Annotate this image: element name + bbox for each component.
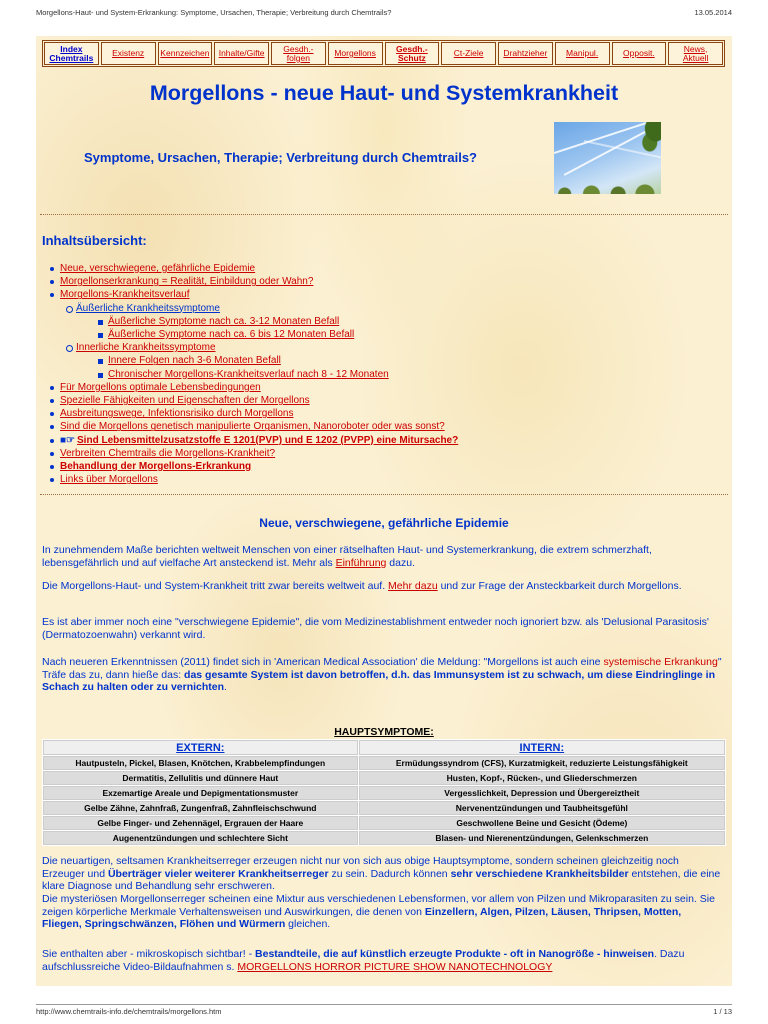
symptoms-table bbox=[42, 739, 726, 846]
paragraph-text: In zunehmendem Maße berichten weltweit Menschen von einer rätselhaften Haut- und Systemerkrankung, die extrem schmerzhaft, lebensgefährlich und auf vielfache Art ansteckend ist. Mehr als bbox=[42, 544, 652, 569]
chemtrail-sky-image bbox=[554, 122, 661, 194]
nav-link-3[interactable]: Inhalte/Gifte bbox=[214, 42, 269, 65]
symptom-intern-cell: Ermüdungssyndrom (CFS), Kurzatmigkeit, reduzierte Leistungsfähigkeit bbox=[359, 756, 725, 770]
toc-link[interactable]: Innere Folgen nach 3-6 Monaten Befall bbox=[108, 355, 281, 367]
toc-link[interactable]: Spezielle Fähigkeiten und Eigenschaften der Morgellons bbox=[60, 395, 310, 407]
table-of-contents bbox=[60, 262, 458, 486]
nav-link-10[interactable]: Opposit. bbox=[612, 42, 667, 65]
print-header bbox=[36, 8, 732, 17]
divider bbox=[40, 494, 728, 495]
paragraph-text: entstehen, die eine klare Diagnose und Behandlung sehr erschweren. bbox=[42, 867, 721, 893]
symptom-extern-cell: Dermatitis, Zellulitis und dünnere Haut bbox=[43, 771, 358, 785]
toc-item bbox=[108, 315, 458, 328]
divider bbox=[40, 214, 728, 215]
toc-item bbox=[60, 394, 458, 407]
nav-link-0[interactable]: Index Chemtrails bbox=[44, 42, 99, 65]
table-row bbox=[43, 756, 725, 770]
nav-link-1[interactable]: Existenz bbox=[101, 42, 156, 65]
toc-item bbox=[60, 262, 458, 275]
paragraph-text: gleichen. bbox=[285, 918, 331, 931]
pointing-hand-icon: ■☞ bbox=[60, 434, 76, 446]
table-row bbox=[43, 771, 725, 785]
toc-link[interactable]: Morgellons-Krankheitsverlauf bbox=[60, 289, 190, 301]
paragraph-text: Die mysteriösen Morgellonserreger scheinen eine Mixtur aus verschiedenen Lebensformen, vor allem von Pilzen und Mikroparasiten zu sein. Sie zeigen körperliche Merkmale Verhaltensweisen und Auswirkungen, die denen von bbox=[42, 893, 715, 918]
table-row bbox=[43, 801, 725, 815]
paragraph-intro bbox=[42, 544, 722, 569]
symptom-intern-cell: Blasen- und Nierenentzündungen, Gelenkschmerzen bbox=[359, 831, 725, 845]
nav-link-5[interactable]: Morgellons bbox=[328, 42, 383, 65]
paragraph-nano bbox=[42, 948, 722, 973]
toc-item bbox=[60, 420, 458, 433]
link-horror-picture-show[interactable]: MORGELLONS HORROR PICTURE SHOW NANOTECHNOLOGY bbox=[237, 960, 553, 973]
highlight-immunsystem: das gesamte System ist davon betroffen, d.h. das Immunsystem ist zu schwach, um diese Eindringlinge in Schach zu halten oder zu vernichten bbox=[42, 668, 715, 694]
table-row bbox=[43, 816, 725, 830]
paragraph-silent-epidemic: Es ist aber immer noch eine "verschwiegene Epidemie", die vom Medizinestablishment entweder noch ignoriert bzw. als 'Delusional Parasitosis' (Dermatozoenwahn) verkannt wird. bbox=[42, 616, 709, 641]
nav-link-8[interactable]: Drahtzieher bbox=[498, 42, 553, 65]
paragraph-text: Sie enthalten aber - mikroskopisch sichtbar! - bbox=[42, 948, 256, 960]
paragraph-text: und zur Frage der Ansteckbarkeit durch Morgellons. bbox=[437, 580, 682, 592]
nav-link-4[interactable]: Gesdh.- folgen bbox=[271, 42, 326, 65]
column-header-intern[interactable]: INTERN: bbox=[359, 740, 725, 755]
paragraph-pathogens bbox=[42, 855, 722, 893]
paragraph-text: Nach neueren Erkenntnissen (2011) findet sich in 'American Medical Association' die Meldung: "Morgellons ist auch eine bbox=[42, 656, 604, 668]
paragraph-text: . bbox=[224, 681, 227, 694]
print-footer bbox=[36, 1004, 732, 1016]
print-header-title: Morgellons-Haut- und System-Erkrankung: Symptome, Ursachen, Therapie; Verbreitung durch Chemtrails? bbox=[36, 8, 392, 17]
paragraph-systemic bbox=[42, 656, 722, 694]
toc-item bbox=[60, 447, 458, 460]
toc-link[interactable]: Sind die Morgellons genetisch manipulierte Organismen, Nanoroboter oder was sonst? bbox=[60, 421, 445, 433]
toc-link[interactable]: Für Morgellons optimale Lebensbedingungen bbox=[60, 381, 261, 393]
symptom-extern-cell: Exzemartige Areale und Depigmentationsmuster bbox=[43, 786, 358, 800]
symptom-intern-cell: Geschwollene Beine und Gesicht (Ödeme) bbox=[359, 816, 725, 830]
paragraph-text: . Dazu aufschlussreiche Video-Bildaufnahmen s. bbox=[42, 948, 685, 973]
symptom-intern-cell: Nervenentzündungen und Taubheitsgefühl bbox=[359, 801, 725, 815]
toc-link[interactable]: Sind Lebensmittelzusatzstoffe E 1201(PVP) und E 1202 (PVPP) eine Mitursache? bbox=[77, 434, 459, 446]
symptom-intern-cell: Husten, Kopf-, Rücken-, und Gliederschmerzen bbox=[359, 771, 725, 785]
paragraph-text: zu sein. Dadurch können bbox=[328, 867, 451, 880]
link-mehr-dazu[interactable]: Mehr dazu bbox=[388, 580, 438, 592]
top-navigation bbox=[42, 40, 725, 67]
toc-link[interactable]: Verbreiten Chemtrails die Morgellons-Krankheit? bbox=[60, 447, 276, 459]
toc-item bbox=[60, 473, 458, 486]
symptom-extern-cell: Augenentzündungen und schlechtere Sicht bbox=[43, 831, 358, 845]
print-footer-page: 1 / 13 bbox=[713, 1007, 732, 1016]
nav-link-7[interactable]: Ct-Ziele bbox=[441, 42, 496, 65]
nav-link-6[interactable]: Gesdh.- Schutz bbox=[385, 42, 440, 65]
table-row bbox=[43, 786, 725, 800]
toc-item bbox=[60, 275, 458, 288]
page-content bbox=[36, 36, 732, 986]
table-row bbox=[43, 831, 725, 845]
toc-link[interactable]: Morgellonserkrankung = Realität, Einbildung oder Wahn? bbox=[60, 276, 314, 288]
nav-link-9[interactable]: Manipul. bbox=[555, 42, 610, 65]
page-subtitle: Symptome, Ursachen, Therapie; Verbreitung durch Chemtrails? bbox=[84, 150, 477, 165]
link-einfuehrung[interactable]: Einführung bbox=[335, 556, 387, 569]
highlight-systemisch: systemische Erkrankung bbox=[603, 656, 718, 668]
highlight-lifeforms: Einzellern, Algen, Pilzen, Läusen, Thripsen, Motten, Fliegen, Springschwänzen, Flöhen und Würmern bbox=[42, 905, 682, 931]
print-footer-url: http://www.chemtrails-info.de/chemtrails/morgellons.htm bbox=[36, 1007, 222, 1016]
toc-link[interactable]: Ausbreitungswege, Infektionsrisiko durch Morgellons bbox=[60, 408, 294, 420]
symptom-extern-cell: Hautpusteln, Pickel, Blasen, Knötchen, Krabbelempfindungen bbox=[43, 756, 358, 770]
highlight-nano: Bestandteile, die auf künstlich erzeugte Produkte - oft in Nanogröße - hinweisen bbox=[255, 948, 655, 960]
nav-link-11[interactable]: News, Aktuell bbox=[668, 42, 723, 65]
symptom-intern-cell: Vergesslichkeit, Depression und Übergereiztheit bbox=[359, 786, 725, 800]
toc-item bbox=[76, 302, 458, 315]
paragraph-mixture bbox=[42, 893, 722, 931]
toc-link[interactable]: Behandlung der Morgellons-Erkrankung bbox=[60, 461, 252, 473]
toc-item bbox=[76, 341, 458, 354]
toc-heading: Inhaltsübersicht: bbox=[42, 233, 147, 248]
toc-item bbox=[60, 407, 458, 420]
toc-item bbox=[108, 354, 458, 367]
nav-link-2[interactable]: Kennzeichen bbox=[158, 42, 213, 65]
toc-item bbox=[108, 368, 458, 381]
toc-link[interactable]: Innerliche Krankheitssymptome bbox=[76, 342, 216, 354]
symptom-extern-cell: Gelbe Finger- und Zehennägel, Ergrauen der Haare bbox=[43, 816, 358, 830]
page-title: Morgellons - neue Haut- und Systemkrankheit bbox=[149, 81, 619, 105]
paragraph-text: Die neuartigen, seltsamen Krankheitserreger erzeugen nicht nur von sich aus obige Hauptsymptome, sondern scheinen gleichzeitig noch Erzeuger und bbox=[42, 855, 679, 880]
paragraph-spread bbox=[42, 580, 722, 593]
column-header-extern[interactable]: EXTERN: bbox=[43, 740, 358, 755]
paragraph-text: " Träfe das zu, dann hieße das: bbox=[42, 656, 722, 681]
highlight-uebertraeger: Überträger vieler weiterer Krankheitserreger bbox=[107, 867, 329, 880]
symptom-extern-cell: Gelbe Zähne, Zahnfraß, Zungenfraß, Zahnfleischschwund bbox=[43, 801, 358, 815]
toc-item bbox=[60, 434, 458, 447]
symptoms-title: HAUPTSYMPTOME: bbox=[334, 726, 434, 738]
paragraph-text: Die Morgellons-Haut- und System-Krankheit tritt zwar bereits weltweit auf. bbox=[42, 580, 389, 592]
toc-link[interactable]: Äußerliche Symptome nach ca. 6 bis 12 Monaten Befall bbox=[108, 329, 355, 341]
toc-link[interactable]: Chronischer Morgellons-Krankheitsverlauf nach 8 - 12 Monaten bbox=[108, 368, 389, 380]
toc-item bbox=[60, 460, 458, 473]
toc-link[interactable]: Äußerliche Symptome nach ca. 3-12 Monaten Befall bbox=[108, 315, 340, 327]
toc-item bbox=[108, 328, 458, 341]
section-heading-epidemie: Neue, verschwiegene, gefährliche Epidemie bbox=[259, 516, 509, 530]
print-header-date: 13.05.2014 bbox=[694, 8, 732, 17]
highlight-krankheitsbilder: sehr verschiedene Krankheitsbilder bbox=[450, 867, 629, 880]
toc-item bbox=[60, 381, 458, 394]
toc-link[interactable]: Links über Morgellons bbox=[60, 474, 158, 486]
toc-link[interactable]: Neue, verschwiegene, gefährliche Epidemie bbox=[60, 263, 256, 274]
paragraph-text: dazu. bbox=[386, 556, 415, 569]
toc-link[interactable]: Äußerliche Krankheitssymptome bbox=[76, 302, 220, 314]
toc-item bbox=[60, 288, 458, 301]
